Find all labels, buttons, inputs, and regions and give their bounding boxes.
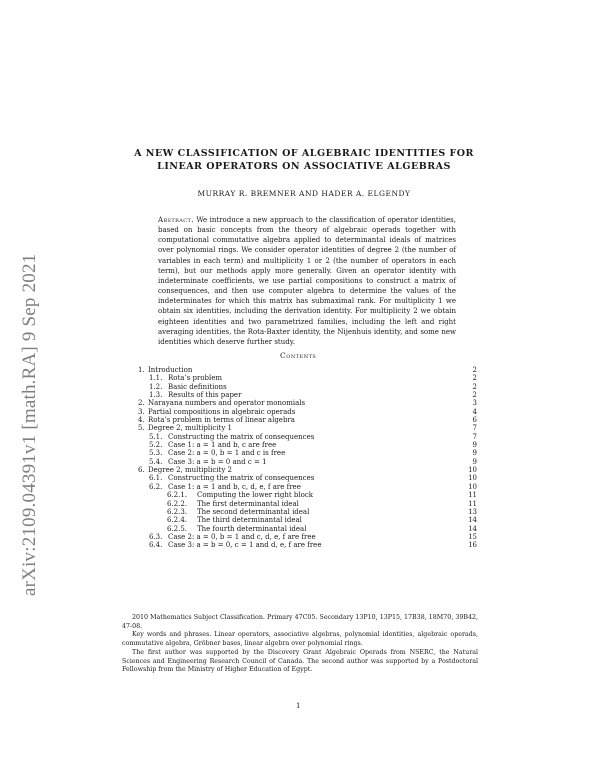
toc-entry-page: 11 <box>468 499 477 508</box>
toc-entry-label <box>138 541 321 549</box>
toc-entry-label <box>138 474 314 482</box>
toc-entry-page: 6 <box>472 416 477 425</box>
toc-entry-label <box>138 399 305 407</box>
toc-entry-title: Introduction <box>148 366 193 374</box>
toc-entry-number: 5.1. <box>149 432 163 441</box>
toc-entry[interactable] <box>138 399 477 407</box>
toc-entry[interactable] <box>138 500 477 508</box>
toc-entry-title: Case 3: a = b = 0 and c = 1 <box>168 457 267 466</box>
toc-entry-label <box>138 433 314 441</box>
toc-entry-page: 16 <box>468 541 477 550</box>
toc-entry-number: 4. <box>138 416 145 425</box>
toc-entry-page: 9 <box>472 457 477 466</box>
toc-entry-label <box>138 500 299 508</box>
toc-entry[interactable] <box>138 491 477 499</box>
toc-entry-title: Case 2: a = 0, b = 1 and c, d, e, f are free <box>168 532 316 541</box>
toc-entry[interactable] <box>138 441 477 449</box>
toc-entry-label <box>138 525 306 533</box>
toc-entry-page: 3 <box>472 399 477 408</box>
toc-entry-number: 2. <box>138 399 145 408</box>
toc-entry-title: The third determinantal ideal <box>197 516 302 525</box>
footnotes <box>122 614 478 675</box>
toc-entry-number: 5. <box>138 424 145 433</box>
toc-entry[interactable] <box>138 374 477 382</box>
toc-entry-page: 14 <box>468 524 477 533</box>
toc-entry-label <box>138 466 232 474</box>
toc-entry-number: 6.2.2. <box>167 499 188 508</box>
toc-entry[interactable] <box>138 483 477 491</box>
paper-title <box>120 147 488 173</box>
toc-entry-label <box>138 508 309 516</box>
toc-entry-title: Case 1: a = 1 and b, c, d, e, f are free <box>168 482 301 491</box>
page-number: 1 <box>296 702 301 710</box>
toc-entry-number: 5.3. <box>149 449 163 458</box>
toc-entry-title: Rota’s problem <box>168 374 223 383</box>
toc-entry-number: 3. <box>138 407 145 416</box>
toc-heading: Contents <box>280 351 317 360</box>
toc-entry[interactable] <box>138 525 477 533</box>
toc-entry[interactable] <box>138 541 477 549</box>
toc-entry[interactable] <box>138 516 477 524</box>
toc-entry-title: Case 3: a = b = 0, c = 1 and d, e, f are free <box>168 541 322 550</box>
toc-entry-page: 9 <box>472 449 477 458</box>
toc-entry-title: Constructing the matrix of consequences <box>168 474 315 483</box>
toc-entry[interactable] <box>138 424 477 432</box>
toc-entry-number: 6.2.1. <box>167 491 188 500</box>
toc-entry-page: 10 <box>468 482 477 491</box>
table-of-contents <box>138 366 477 550</box>
toc-entry-number: 6.3. <box>149 532 163 541</box>
toc-entry-label <box>138 424 232 432</box>
toc-entry[interactable] <box>138 408 477 416</box>
toc-entry-number: 1. <box>138 366 145 374</box>
toc-entry[interactable] <box>138 391 477 399</box>
toc-entry-number: 5.4. <box>149 457 163 466</box>
funding-note: The first author was supported by the Discovery Grant Algebraic Operads from NSERC, the Natural Sciences and Engineering Research Council of Canada. The second author was supported by a Postdoctoral Fellowship from the Ministry of Higher Education of Egypt. <box>122 648 478 674</box>
arxiv-identifier-stamp: arXiv:2109.04391v1 [math.RA] 9 Sep 2021 <box>19 253 40 596</box>
toc-entry-label <box>138 391 241 399</box>
toc-entry-number: 5.2. <box>149 441 163 450</box>
toc-entry-page: 14 <box>468 516 477 525</box>
toc-entry-label <box>138 374 222 382</box>
toc-entry-page: 10 <box>468 466 477 475</box>
toc-entry-number: 6.2.4. <box>167 516 188 525</box>
toc-entry-number: 6.4. <box>149 541 163 550</box>
abstract <box>158 215 456 347</box>
toc-entry-title: Narayana numbers and operator monomials <box>148 399 306 408</box>
abstract-text: We introduce a new approach to the classification of operator identities, based on basic concepts from the theory of algebraic operads together with computational commutative algebra applied to determinantal ideals of matrices over polynomial rings. We consider operator identities of degree 2 (the number of variables in each term) and multiplicity 1 or 2 (the number of operators in each term), but our methods apply more generally. Given an operator identity with indeterminate coefficients, we use partial compositions to construct a matrix of consequences, and then use computer algebra to determine the values of the indeterminates for which this matrix has submaximal rank. For multiplicity 1 we obtain six identities, including the derivation identity. For multiplicity 2 we obtain eighteen identities and two parametrized families, including the left and right averaging identities, the Rota-Baxter identity, the Nijenhuis identity, and some new identities which deserve further study. <box>158 216 456 346</box>
toc-entry-title: Case 2: a = 0, b = 1 and c is free <box>168 449 286 458</box>
toc-entry-number: 6.2.3. <box>167 507 188 516</box>
toc-entry-title: Results of this paper <box>168 391 242 400</box>
toc-entry-page: 13 <box>468 507 477 516</box>
title-line-2: LINEAR OPERATORS ON ASSOCIATIVE ALGEBRAS <box>157 161 451 172</box>
toc-entry-label <box>138 408 295 416</box>
toc-entry-title: The second determinantal ideal <box>197 507 310 516</box>
toc-entry[interactable] <box>138 458 477 466</box>
toc-entry[interactable] <box>138 466 477 474</box>
toc-entry[interactable] <box>138 508 477 516</box>
toc-entry-label <box>138 416 295 424</box>
toc-entry-page: 4 <box>472 407 477 416</box>
toc-entry-number: 1.3. <box>149 391 163 400</box>
toc-entry[interactable] <box>138 433 477 441</box>
toc-entry-number: 6.1. <box>149 474 163 483</box>
toc-entry-label <box>138 449 285 457</box>
toc-entry-title: Constructing the matrix of consequences <box>168 432 315 441</box>
keywords: Key words and phrases. Linear operators, associative algebras, polynomial identities, algebraic operads, commutative algebra, Gröbner bases, linear algebra over polynomial rings. <box>122 631 478 648</box>
toc-entry-label <box>138 533 316 541</box>
toc-entry-title: Rota’s problem in terms of linear algebra <box>148 416 295 425</box>
toc-entry[interactable] <box>138 474 477 482</box>
toc-entry-page: 2 <box>472 366 477 374</box>
toc-entry-page: 7 <box>472 424 477 433</box>
toc-entry-title: Partial compositions in algebraic operads <box>148 407 296 416</box>
toc-entry-page: 10 <box>468 474 477 483</box>
toc-entry-page: 9 <box>472 441 477 450</box>
toc-entry-label <box>138 458 267 466</box>
toc-entry-number: 6. <box>138 466 145 475</box>
toc-entry-label <box>138 366 192 374</box>
toc-entry-page: 15 <box>468 532 477 541</box>
msc-classification: 2010 Mathematics Subject Classification. Primary 47C05. Secondary 13P10, 13P15, 17B38, 18M70, 39B42, 47-08. <box>122 614 478 630</box>
toc-entry[interactable] <box>138 383 477 391</box>
toc-entry-title: Computing the lower right block <box>197 491 314 500</box>
toc-entry[interactable] <box>138 533 477 541</box>
toc-entry-number: 6.2. <box>149 482 163 491</box>
abstract-label: Abstract. <box>158 216 194 224</box>
toc-entry-label <box>138 383 227 391</box>
toc-entry-title: Degree 2, multiplicity 1 <box>148 424 232 433</box>
toc-entry-number: 1.2. <box>149 382 163 391</box>
toc-entry[interactable] <box>138 449 477 457</box>
toc-entry-title: The first determinantal ideal <box>197 499 299 508</box>
toc-entry-page: 11 <box>468 491 477 500</box>
toc-entry-page: 2 <box>472 382 477 391</box>
title-line-1: A NEW CLASSIFICATION OF ALGEBRAIC IDENTITIES FOR <box>134 148 474 159</box>
toc-entry-number: 6.2.5. <box>167 524 188 533</box>
toc-entry-label <box>138 441 276 449</box>
toc-entry[interactable] <box>138 366 477 374</box>
toc-entry-title: Case 1: a = 1 and b, c are free <box>168 441 277 450</box>
toc-entry-page: 7 <box>472 432 477 441</box>
toc-entry[interactable] <box>138 416 477 424</box>
toc-entry-title: Basic definitions <box>168 382 227 391</box>
toc-entry-page: 2 <box>472 391 477 400</box>
authors: MURRAY R. BREMNER AND HADER A. ELGENDY <box>197 189 411 198</box>
toc-entry-page: 2 <box>472 374 477 383</box>
toc-entry-label <box>138 516 302 524</box>
toc-entry-title: The fourth determinantal ideal <box>197 524 307 533</box>
toc-entry-number: 1.1. <box>149 374 163 383</box>
toc-entry-title: Degree 2, multiplicity 2 <box>148 466 232 475</box>
toc-entry-label <box>138 483 301 491</box>
toc-entry-label <box>138 491 313 499</box>
